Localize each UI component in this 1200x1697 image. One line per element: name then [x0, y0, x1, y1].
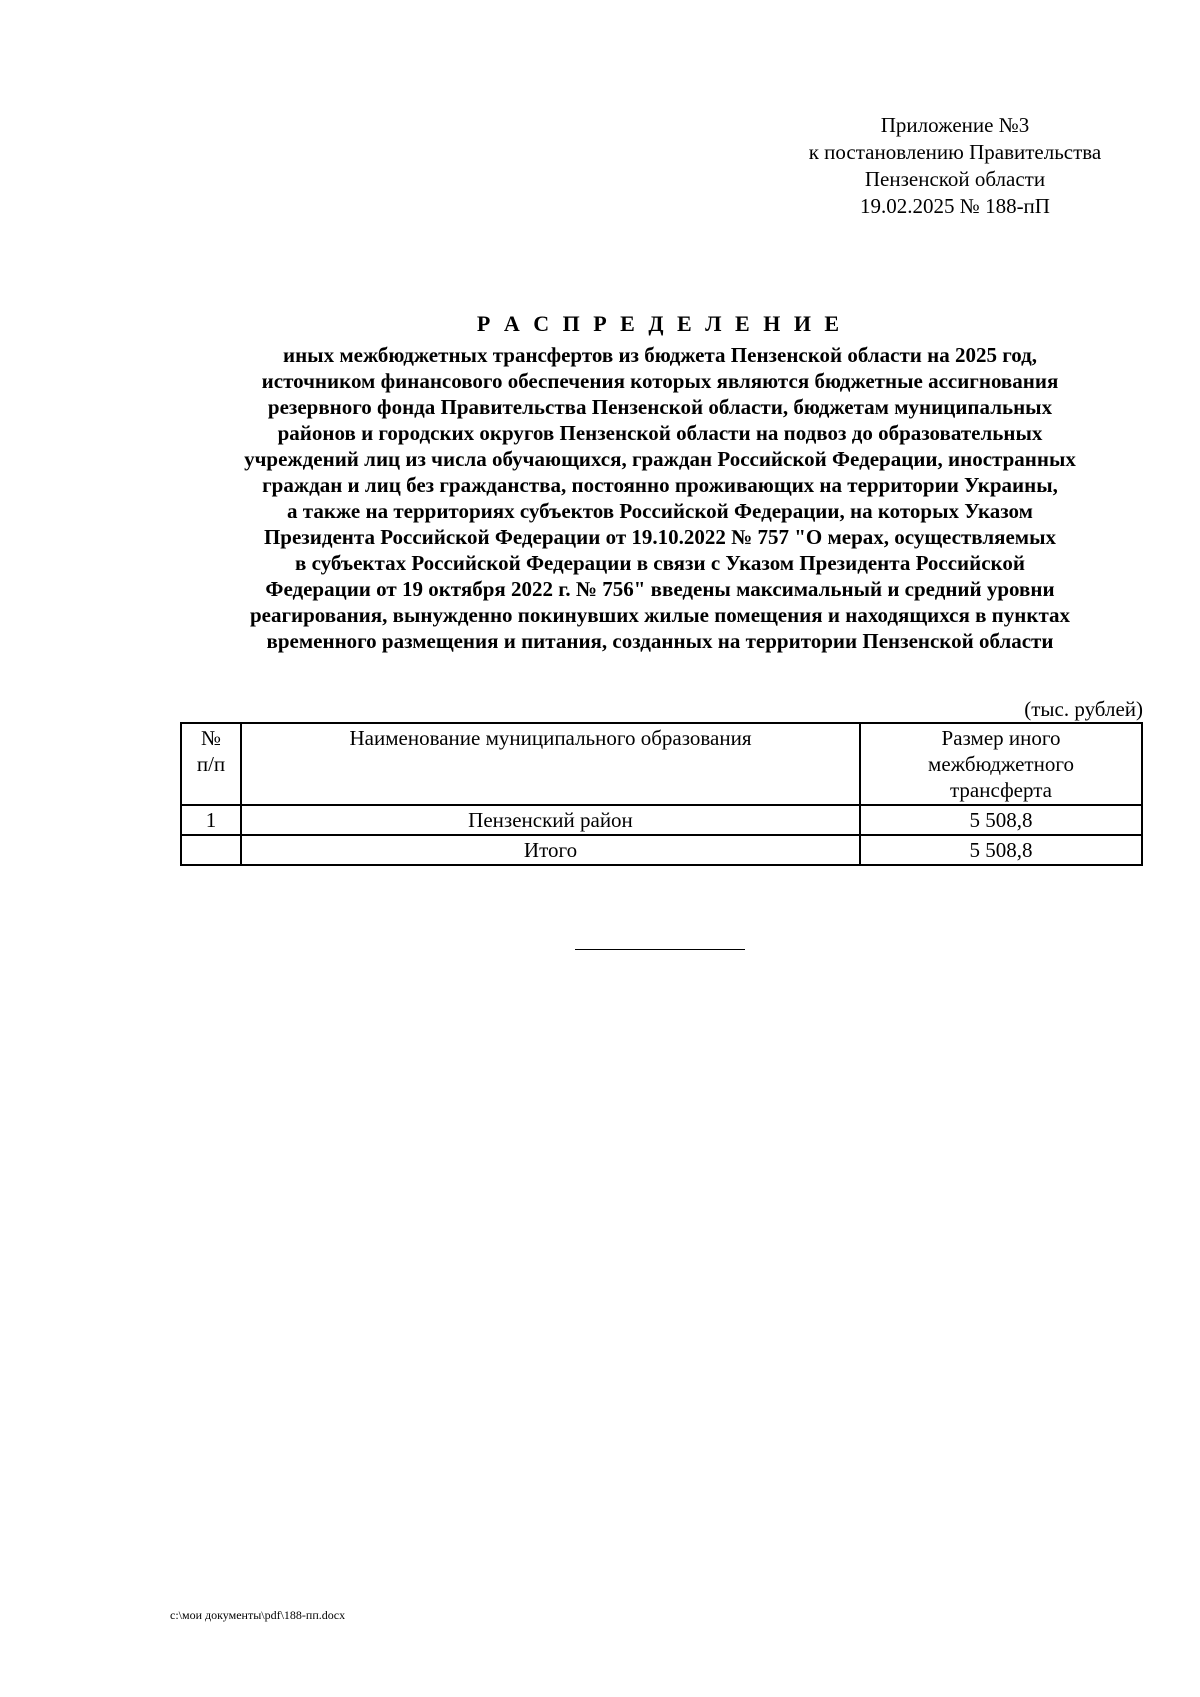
header-amount-line: Размер иного — [941, 726, 1061, 750]
title-line: иных межбюджетных трансфертов из бюджета Пензенской области на 2025 год, — [282, 343, 1038, 367]
title-line: граждан и лиц без гражданства, постоянно проживающих на территории Украины, — [262, 473, 1058, 497]
closing-divider — [575, 949, 745, 950]
units-label: (тыс. рублей) — [1024, 697, 1143, 721]
cell-amount: 5 508,8 — [860, 835, 1142, 865]
header-amount — [860, 723, 1142, 805]
header-amount-line: трансферта — [950, 778, 1052, 802]
title-line: районов и городских округов Пензенской области на подвоз до образовательных — [277, 421, 1043, 445]
header-number — [181, 723, 241, 805]
title-line: в субъектах Российской Федерации в связи с Указом Президента Российской — [295, 551, 1025, 575]
title-line: учреждений лиц из числа обучающихся, граждан Российской Федерации, иностранных — [244, 447, 1076, 471]
cell-number — [181, 835, 241, 865]
title-heading: Р А С П Р Е Д Е Л Е Н И Е — [476, 311, 844, 336]
header-number-line: п/п — [196, 752, 226, 776]
appendix-block — [780, 112, 1130, 220]
appendix-line: к постановлению Правительства — [808, 140, 1102, 164]
title-line: реагирования, вынужденно покинувших жилые помещения и находящихся в пунктах — [249, 603, 1071, 627]
header-amount-line: межбюджетного — [928, 752, 1074, 776]
title-line: Президента Российской Федерации от 19.10.2022 № 757 "О мерах, осуществляемых — [263, 525, 1057, 549]
appendix-line: Приложение №3 — [880, 113, 1030, 137]
cell-amount: 5 508,8 — [860, 805, 1142, 835]
document-title — [200, 310, 1120, 654]
cell-name: Пензенский район — [241, 805, 860, 835]
distribution-table — [180, 722, 1143, 866]
title-line: а также на территориях субъектов Российской Федерации, на которых Указом — [287, 499, 1033, 523]
title-line: источником финансового обеспечения которых являются бюджетные ассигнования — [261, 369, 1059, 393]
title-line: временного размещения и питания, созданных на территории Пензенской области — [266, 629, 1054, 653]
cell-name: Итого — [241, 835, 860, 865]
appendix-line: Пензенской области — [864, 167, 1046, 191]
header-number-line: № — [200, 726, 222, 750]
title-line: Федерации от 19 октября 2022 г. № 756" введены максимальный и средний уровни — [265, 577, 1055, 601]
title-line: резервного фонда Правительства Пензенской области, бюджетам муниципальных — [267, 395, 1053, 419]
table-total-row — [181, 835, 1142, 865]
cell-number: 1 — [181, 805, 241, 835]
table-header-row — [181, 723, 1142, 805]
header-name: Наименование муниципального образования — [241, 723, 860, 805]
appendix-line: 19.02.2025 № 188-пП — [860, 194, 1050, 218]
file-path-footer: c:\мои документы\pdf\188-пп.docx — [170, 1608, 346, 1622]
table-row — [181, 805, 1142, 835]
